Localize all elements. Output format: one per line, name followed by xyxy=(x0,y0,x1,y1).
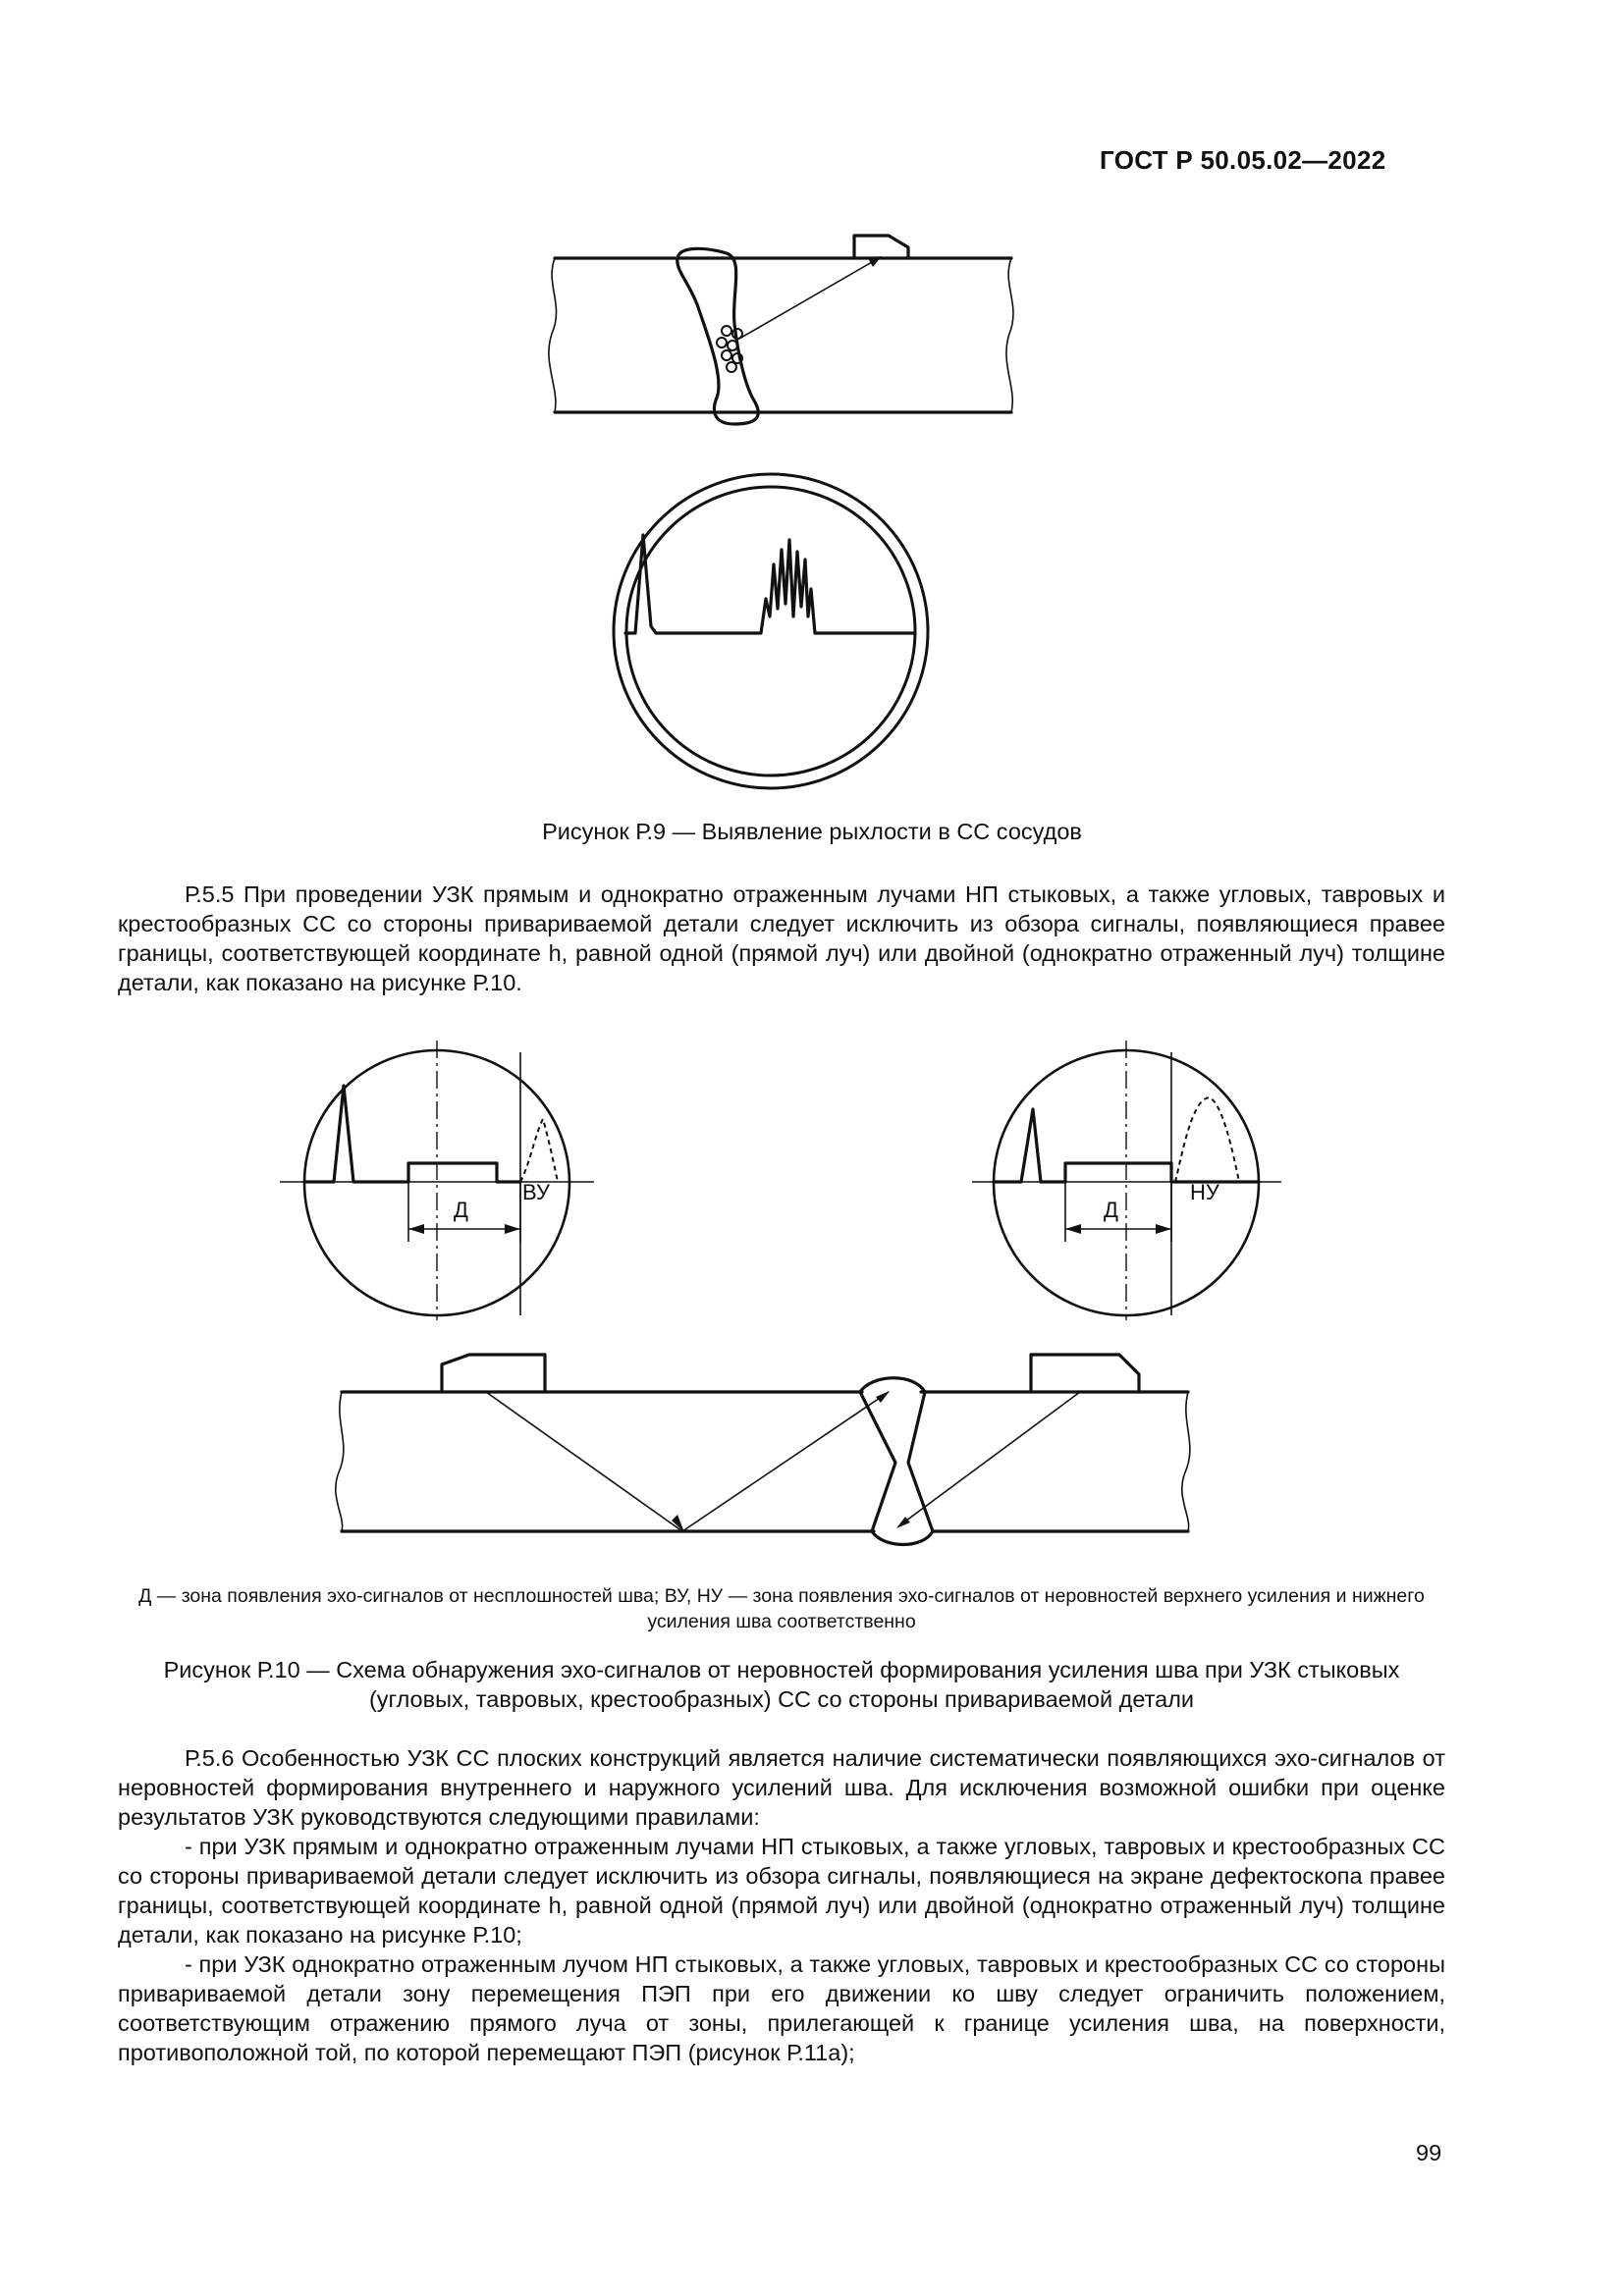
document-header: ГОСТ Р 50.05.02—2022 xyxy=(1100,145,1386,175)
figure10-caption: Рисунок Р.10 — Схема обнаружения эхо-сигналов от неровностей формирования усиления шва при УЗК стыковых (угловых, тавровых, крестообразных) СС со стороны привариваемой детали xyxy=(163,1657,1400,1712)
paragraph-p5-6 xyxy=(118,1743,1445,2067)
page-number: 99 xyxy=(1416,2140,1442,2165)
paragraph-p5-6-item1: - при УЗК прямым и однократно отраженным лучами НП стыковых, а также угловых, тавровых и крестообразных СС со стороны привариваемой детали следует исключить из обзора сигналы, появляющиеся на экране дефектоскопа правее границы, соответствующей координате h, равной одной (прямой луч) или двойной (однократно отраженный луч) толщине детали, как показано на рисунке Р.10; xyxy=(118,1834,1445,1948)
paragraph-p5-5-text: Р.5.5 При проведении УЗК прямым и однократно отраженным лучами НП стыковых, а также угловых, тавровых и крестообразных СС со стороны привариваемой детали следует исключить из обзора сигналы, появляющиеся правее границы, соответствующей координате h, равной одной (прямой луч) или двойной (однократно отраженный луч) толщине детали, как показано на рисунке Р.10. xyxy=(118,881,1445,995)
fig10-label-vu: ВУ xyxy=(522,1180,550,1204)
figure9-caption: Рисунок Р.9 — Выявление рыхлости в СС сосудов xyxy=(542,819,1082,844)
fig10-probe-right xyxy=(1031,1355,1139,1392)
paragraph-p5-6-item2: - при УЗК однократно отраженным лучом НП стыковых, а также угловых, тавровых и крестообразных СС со стороны привариваемой детали зону перемещения ПЭП при его движении ко шву следует ограничить положением, соответствующим отражению прямого луча от зоны, прилегающей к границе усиления шва, на поверхности, противоположной той, по которой перемещают ПЭП (рисунок Р.11а); xyxy=(118,1951,1445,2065)
fig10-label-d-right: Д xyxy=(1104,1198,1118,1222)
figure10-note: Д — зона появления эхо-сигналов от несплошностей шва; ВУ, НУ — зона появления эхо-сигналов от неровностей верхнего усиления и нижнего усиления шва соответственно xyxy=(138,1585,1425,1632)
fig10-probe-left xyxy=(442,1355,545,1392)
paragraph-p5-6-intro: Р.5.6 Особенностью УЗК СС плоских конструкций является наличие систематически появляющихся эхо-сигналов от неровностей формирования внутреннего и наружного усилений шва. Для исключения возможной ошибки при оценке результатов УЗК руководствуются следующими правилами: xyxy=(118,1745,1445,1830)
fig10-right-screen xyxy=(972,1041,1281,1320)
fig10-plate xyxy=(336,1392,1190,1531)
fig10-beam-paths xyxy=(486,1391,1080,1532)
fig10-label-d-left: Д xyxy=(454,1198,468,1222)
fig10-label-nu: НУ xyxy=(1190,1180,1219,1204)
